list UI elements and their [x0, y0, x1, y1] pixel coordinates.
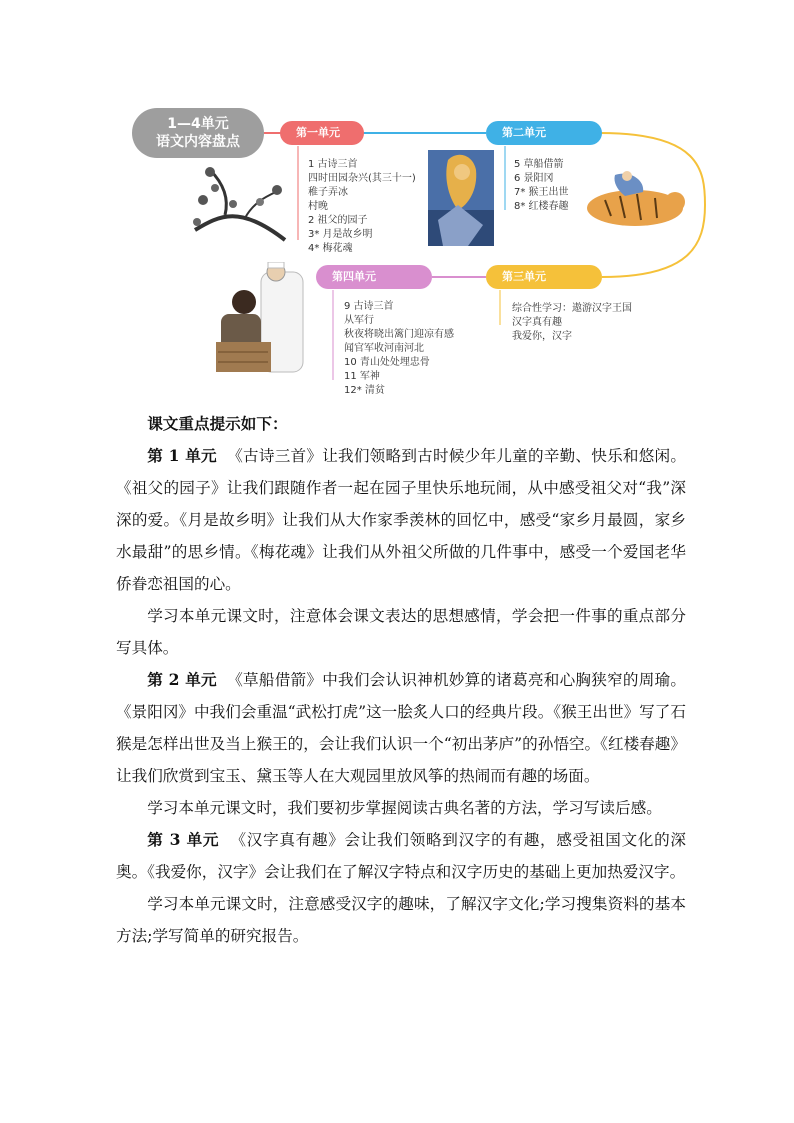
- paragraph-text: 《草船借箭》中我们会认识神机妙算的诸葛亮和心胸狭窄的周瑜。《景阳冈》中我们会重温“武松打虎”这一脍炙人口的经典片段。《猴王出世》写了石猴是怎样出世及当上猴王的，会让我们认识一个“初出茅庐”的孙悟空。《红楼春趣》让我们欣赏到宝玉、黛玉等人在大观园里放风筝的热闹而有趣的场面。: [116, 671, 686, 785]
- list-item: 闻官军收河南河北: [344, 343, 424, 354]
- list-item: 6 景阳冈: [514, 173, 554, 184]
- monkey-king-illustration: [428, 150, 494, 246]
- list-item: 10 青山处处埋忠骨: [344, 357, 430, 368]
- list-item: 稚子弄冰: [308, 187, 348, 198]
- list-item: 综合性学习：遨游汉字王国: [512, 303, 632, 314]
- paragraph-unit-1: [116, 440, 686, 600]
- paragraph-text: 学习本单元课文时，注意体会课文表达的思想感情，学会把一件事的重点部分写具体。: [116, 607, 686, 657]
- diagram-title-line2: 语文内容盘点: [156, 134, 240, 150]
- list-item: 12* 清贫: [344, 385, 385, 396]
- unit-4-list: [344, 300, 454, 398]
- list-item: 汉字真有趣: [512, 317, 562, 328]
- paragraph-unit-3: [116, 824, 686, 888]
- doctor-patient-illustration: [206, 262, 312, 380]
- paragraph-text: 学习本单元课文时，我们要初步掌握阅读古典名著的方法，学习写读后感。: [147, 799, 662, 817]
- unit-3-label: 第三单元: [486, 265, 602, 289]
- paragraph-unit-2-tip: [116, 792, 686, 824]
- unit-3-list: [512, 302, 632, 344]
- lesson-highlights: [116, 408, 686, 952]
- list-item: 从军行: [344, 315, 374, 326]
- list-item: 5 草船借箭: [514, 159, 564, 170]
- unit-tag: 第 2 单元: [147, 670, 217, 689]
- list-item: 8* 红楼春趣: [514, 201, 569, 212]
- list-item: 村晚: [308, 201, 328, 212]
- tiger-fight-illustration: [575, 170, 685, 232]
- unit-tag: 第 1 单元: [147, 446, 217, 465]
- list-item: 11 军神: [344, 371, 380, 382]
- list-item: 四时田园杂兴(其三十一): [308, 173, 416, 184]
- unit-1-label: 第一单元: [280, 121, 364, 145]
- unit-2-list: [514, 158, 569, 214]
- list-item: 2 祖父的园子: [308, 215, 368, 226]
- paragraph-text: 学习本单元课文时，注意感受汉字的趣味，了解汉字文化;学习搜集资料的基本方法;学写简单的研究报告。: [116, 895, 686, 945]
- paragraph-text: 《汉字真有趣》会让我们领略到汉字的有趣，感受祖国文化的深奥。《我爱你，汉字》会让我们在了解汉字特点和汉字历史的基础上更加热爱汉字。: [116, 831, 686, 881]
- diagram-title-badge: [132, 108, 264, 158]
- list-item: 9 古诗三首: [344, 301, 394, 312]
- plum-blossom-ink-illustration: [185, 160, 295, 250]
- paragraph-unit-2: [116, 664, 686, 792]
- list-item: 1 古诗三首: [308, 159, 358, 170]
- list-item: 我爱你，汉字: [512, 331, 572, 342]
- paragraph-text: 《古诗三首》让我们领略到古时候少年儿童的辛勤、快乐和悠闲。《祖父的园子》让我们跟随作者一起在园子里快乐地玩闹，从中感受祖父对“我”深深的爱。《月是故乡明》让我们从大作家季羡林的回忆中，感受“家乡月最圆，家乡水最甜”的思乡情。《梅花魂》让我们从外祖父所做的几件事中，感受一个爱国老华侨眷恋祖国的心。: [116, 447, 686, 593]
- paragraph-unit-3-tip: [116, 888, 686, 952]
- unit-1-list: [308, 158, 416, 256]
- unit-4-label: 第四单元: [316, 265, 432, 289]
- list-item: 3* 月是故乡明: [308, 229, 373, 240]
- list-item: 4* 梅花魂: [308, 243, 353, 254]
- unit-2-label: 第二单元: [486, 121, 602, 145]
- list-item: 秋夜将晓出篱门迎凉有感: [344, 329, 454, 340]
- section-heading: 课文重点提示如下：: [147, 414, 288, 433]
- unit-overview-diagram: [0, 0, 794, 400]
- diagram-title-line1: 1—4单元: [167, 116, 229, 132]
- list-item: 7* 猴王出世: [514, 187, 569, 198]
- paragraph-unit-1-tip: [116, 600, 686, 664]
- unit-tag: 第 3 单元: [147, 830, 220, 849]
